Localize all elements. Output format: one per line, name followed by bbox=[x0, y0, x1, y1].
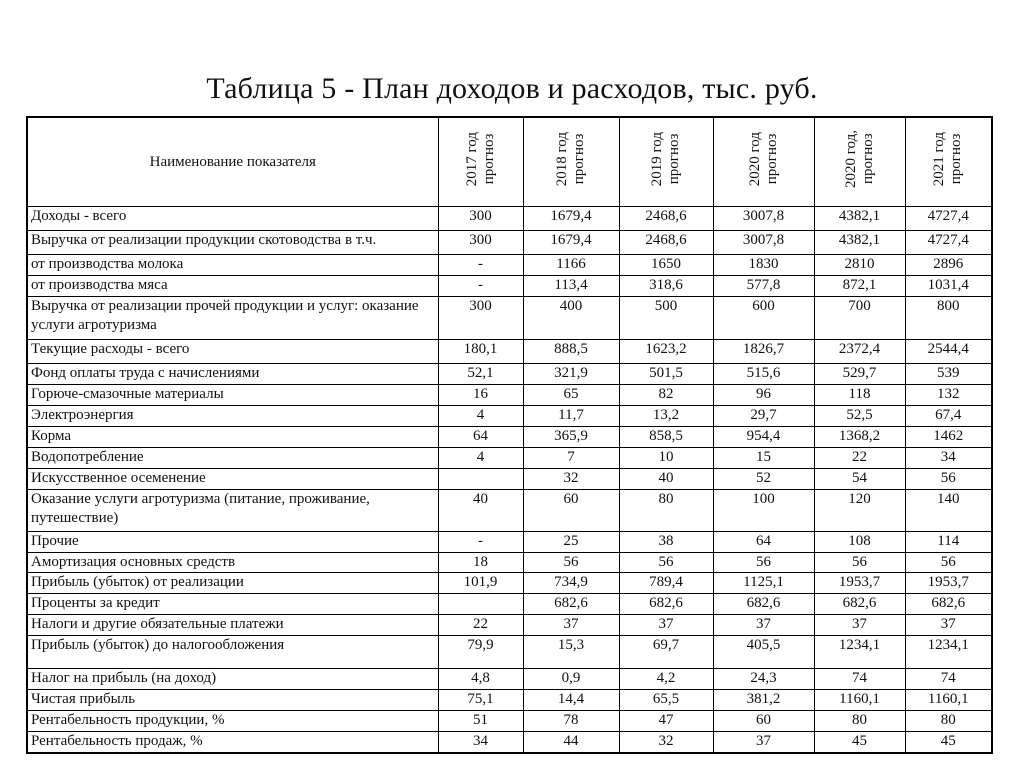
row-label: от производства молока bbox=[27, 255, 438, 276]
row-value: 1368,2 bbox=[814, 427, 905, 448]
header-year bbox=[619, 117, 713, 207]
row-value: 37 bbox=[523, 615, 619, 636]
row-value: 75,1 bbox=[438, 690, 523, 711]
row-value: 501,5 bbox=[619, 364, 713, 385]
table-row bbox=[27, 469, 992, 490]
row-value: 682,6 bbox=[814, 594, 905, 615]
row-value: 14,4 bbox=[523, 690, 619, 711]
row-label: Текущие расходы - всего bbox=[27, 340, 438, 364]
row-value: 78 bbox=[523, 711, 619, 732]
row-value: 13,2 bbox=[619, 406, 713, 427]
table-row bbox=[27, 690, 992, 711]
row-value: 500 bbox=[619, 297, 713, 340]
table-row bbox=[27, 594, 992, 615]
row-value: 25 bbox=[523, 532, 619, 553]
row-value: 954,4 bbox=[713, 427, 814, 448]
table-row bbox=[27, 207, 992, 231]
row-value: 734,9 bbox=[523, 573, 619, 594]
row-value: 2468,6 bbox=[619, 207, 713, 231]
row-value: 11,7 bbox=[523, 406, 619, 427]
row-value: 600 bbox=[713, 297, 814, 340]
row-value: 52,5 bbox=[814, 406, 905, 427]
row-value: 1679,4 bbox=[523, 207, 619, 231]
header-year bbox=[523, 117, 619, 207]
header-year bbox=[438, 117, 523, 207]
table-row bbox=[27, 732, 992, 753]
row-value: 37 bbox=[713, 732, 814, 753]
row-value: 300 bbox=[438, 297, 523, 340]
row-value: 858,5 bbox=[619, 427, 713, 448]
row-label: Электроэнергия bbox=[27, 406, 438, 427]
row-label: Чистая прибыль bbox=[27, 690, 438, 711]
row-value: 1125,1 bbox=[713, 573, 814, 594]
header-year bbox=[905, 117, 992, 207]
row-value: 80 bbox=[905, 711, 992, 732]
row-value: 22 bbox=[438, 615, 523, 636]
row-label: Фонд оплаты труда с начислениями bbox=[27, 364, 438, 385]
row-value: 872,1 bbox=[814, 276, 905, 297]
row-value: 682,6 bbox=[713, 594, 814, 615]
row-value: 74 bbox=[814, 669, 905, 690]
row-value: - bbox=[438, 255, 523, 276]
row-value: 682,6 bbox=[619, 594, 713, 615]
row-value: 3007,8 bbox=[713, 207, 814, 231]
header-year-label: 2018 год прогноз bbox=[554, 131, 587, 187]
row-value: 4382,1 bbox=[814, 231, 905, 255]
row-value: 1623,2 bbox=[619, 340, 713, 364]
row-value: 29,7 bbox=[713, 406, 814, 427]
header-indicator-name: Наименование показателя bbox=[27, 117, 438, 207]
row-value: 24,3 bbox=[713, 669, 814, 690]
row-value: 108 bbox=[814, 532, 905, 553]
row-value: 38 bbox=[619, 532, 713, 553]
header-year-label: 2019 год прогноз bbox=[649, 131, 682, 187]
row-value: 132 bbox=[905, 385, 992, 406]
row-value: 54 bbox=[814, 469, 905, 490]
table-row bbox=[27, 406, 992, 427]
header-year-label: 2017 год прогноз bbox=[463, 131, 497, 187]
row-value: 51 bbox=[438, 711, 523, 732]
row-value: 381,2 bbox=[713, 690, 814, 711]
row-value: 37 bbox=[713, 615, 814, 636]
table-row bbox=[27, 490, 992, 532]
row-label: Корма bbox=[27, 427, 438, 448]
row-value: 1462 bbox=[905, 427, 992, 448]
table-row bbox=[27, 532, 992, 553]
row-label: Рентабельность продаж, % bbox=[27, 732, 438, 753]
row-value: 1160,1 bbox=[905, 690, 992, 711]
row-value: 69,7 bbox=[619, 636, 713, 669]
row-value: 44 bbox=[523, 732, 619, 753]
table-row bbox=[27, 636, 992, 669]
row-value: 800 bbox=[905, 297, 992, 340]
row-value: 65,5 bbox=[619, 690, 713, 711]
row-value: 56 bbox=[619, 553, 713, 573]
row-label: Искусственное осеменение bbox=[27, 469, 438, 490]
row-value: 15 bbox=[713, 448, 814, 469]
row-value: 67,4 bbox=[905, 406, 992, 427]
row-value: 114 bbox=[905, 532, 992, 553]
table-row bbox=[27, 385, 992, 406]
row-label: от производства мяса bbox=[27, 276, 438, 297]
row-label: Амортизация основных средств bbox=[27, 553, 438, 573]
row-value: 888,5 bbox=[523, 340, 619, 364]
row-value: 18 bbox=[438, 553, 523, 573]
header-year bbox=[713, 117, 814, 207]
table-row bbox=[27, 553, 992, 573]
row-label: Налог на прибыль (на доход) bbox=[27, 669, 438, 690]
row-label: Налоги и другие обязательные платежи bbox=[27, 615, 438, 636]
row-value: 0,9 bbox=[523, 669, 619, 690]
row-value: 789,4 bbox=[619, 573, 713, 594]
header-year-label: 2021 год прогноз bbox=[931, 131, 965, 187]
row-value: 52,1 bbox=[438, 364, 523, 385]
row-value: 64 bbox=[438, 427, 523, 448]
row-value: 321,9 bbox=[523, 364, 619, 385]
row-value: 74 bbox=[905, 669, 992, 690]
row-value: 80 bbox=[619, 490, 713, 532]
row-value: 2372,4 bbox=[814, 340, 905, 364]
row-value: 539 bbox=[905, 364, 992, 385]
row-value: 64 bbox=[713, 532, 814, 553]
row-value: 140 bbox=[905, 490, 992, 532]
table-row bbox=[27, 231, 992, 255]
table-row bbox=[27, 364, 992, 385]
row-label: Выручка от реализации прочей продукции и услуг: оказание услуги агротуризма bbox=[27, 297, 438, 340]
row-value: 79,9 bbox=[438, 636, 523, 669]
row-value: 1160,1 bbox=[814, 690, 905, 711]
row-value: 682,6 bbox=[523, 594, 619, 615]
row-label: Оказание услуги агротуризма (питание, проживание, путешествие) bbox=[27, 490, 438, 532]
row-value: 37 bbox=[905, 615, 992, 636]
row-value: 100 bbox=[713, 490, 814, 532]
row-value: 65 bbox=[523, 385, 619, 406]
row-value: 1679,4 bbox=[523, 231, 619, 255]
row-value: 34 bbox=[438, 732, 523, 753]
row-value: 113,4 bbox=[523, 276, 619, 297]
table-row bbox=[27, 573, 992, 594]
row-value: 2810 bbox=[814, 255, 905, 276]
row-value: 60 bbox=[523, 490, 619, 532]
row-value: 4382,1 bbox=[814, 207, 905, 231]
row-value: 32 bbox=[523, 469, 619, 490]
row-value: 1953,7 bbox=[905, 573, 992, 594]
row-value: 365,9 bbox=[523, 427, 619, 448]
row-value: 515,6 bbox=[713, 364, 814, 385]
row-value: 577,8 bbox=[713, 276, 814, 297]
row-value: 4727,4 bbox=[905, 231, 992, 255]
table-row bbox=[27, 669, 992, 690]
table-row bbox=[27, 340, 992, 364]
row-value: 118 bbox=[814, 385, 905, 406]
table-body bbox=[27, 207, 992, 753]
row-value: 3007,8 bbox=[713, 231, 814, 255]
row-value: 682,6 bbox=[905, 594, 992, 615]
row-value: 2468,6 bbox=[619, 231, 713, 255]
header-year-label: 2020 год, прогноз bbox=[842, 130, 876, 188]
row-label: Выручка от реализации продукции скотоводства в т.ч. bbox=[27, 231, 438, 255]
row-value: 529,7 bbox=[814, 364, 905, 385]
row-value: 56 bbox=[713, 553, 814, 573]
row-label: Проценты за кредит bbox=[27, 594, 438, 615]
row-value bbox=[438, 469, 523, 490]
header-row bbox=[27, 117, 992, 207]
row-value: 15,3 bbox=[523, 636, 619, 669]
row-value: 56 bbox=[523, 553, 619, 573]
row-value: 2544,4 bbox=[905, 340, 992, 364]
row-value: 7 bbox=[523, 448, 619, 469]
table-title: Таблица 5 - План доходов и расходов, тыс. руб. bbox=[206, 72, 818, 105]
row-value: 60 bbox=[713, 711, 814, 732]
row-value: 4 bbox=[438, 406, 523, 427]
header-year-label: 2020 год прогноз bbox=[746, 131, 780, 187]
row-value: 40 bbox=[619, 469, 713, 490]
income-expense-table bbox=[26, 116, 993, 754]
row-value: 1234,1 bbox=[905, 636, 992, 669]
row-value: 45 bbox=[814, 732, 905, 753]
table-row bbox=[27, 255, 992, 276]
row-value: 101,9 bbox=[438, 573, 523, 594]
row-value: 318,6 bbox=[619, 276, 713, 297]
row-value: 400 bbox=[523, 297, 619, 340]
row-value: 300 bbox=[438, 207, 523, 231]
row-value: 47 bbox=[619, 711, 713, 732]
row-value: 56 bbox=[905, 469, 992, 490]
row-value: 120 bbox=[814, 490, 905, 532]
table-row bbox=[27, 448, 992, 469]
row-value: 10 bbox=[619, 448, 713, 469]
row-value: 34 bbox=[905, 448, 992, 469]
row-value: 1031,4 bbox=[905, 276, 992, 297]
row-value bbox=[438, 594, 523, 615]
row-value: 80 bbox=[814, 711, 905, 732]
row-value: 180,1 bbox=[438, 340, 523, 364]
table-row bbox=[27, 711, 992, 732]
row-label: Рентабельность продукции, % bbox=[27, 711, 438, 732]
row-value: 2896 bbox=[905, 255, 992, 276]
row-label: Горюче-смазочные материалы bbox=[27, 385, 438, 406]
row-value: 16 bbox=[438, 385, 523, 406]
row-value: 1953,7 bbox=[814, 573, 905, 594]
row-value: 1650 bbox=[619, 255, 713, 276]
row-value: 405,5 bbox=[713, 636, 814, 669]
table-row bbox=[27, 276, 992, 297]
row-value: 56 bbox=[814, 553, 905, 573]
table-row bbox=[27, 297, 992, 340]
header-year bbox=[814, 117, 905, 207]
row-label: Прибыль (убыток) до налогообложения bbox=[27, 636, 438, 669]
row-value: 52 bbox=[713, 469, 814, 490]
row-value: 56 bbox=[905, 553, 992, 573]
row-value: 300 bbox=[438, 231, 523, 255]
row-value: 700 bbox=[814, 297, 905, 340]
row-label: Прочие bbox=[27, 532, 438, 553]
row-value: - bbox=[438, 276, 523, 297]
row-value: 4,8 bbox=[438, 669, 523, 690]
row-label: Доходы - всего bbox=[27, 207, 438, 231]
row-value: 32 bbox=[619, 732, 713, 753]
row-label: Водопотребление bbox=[27, 448, 438, 469]
row-value: 82 bbox=[619, 385, 713, 406]
table-row bbox=[27, 427, 992, 448]
row-value: 45 bbox=[905, 732, 992, 753]
row-value: 37 bbox=[619, 615, 713, 636]
row-value: 1166 bbox=[523, 255, 619, 276]
row-value: - bbox=[438, 532, 523, 553]
row-value: 4727,4 bbox=[905, 207, 992, 231]
row-value: 40 bbox=[438, 490, 523, 532]
row-value: 37 bbox=[814, 615, 905, 636]
row-value: 1830 bbox=[713, 255, 814, 276]
row-label: Прибыль (убыток) от реализации bbox=[27, 573, 438, 594]
row-value: 1826,7 bbox=[713, 340, 814, 364]
row-value: 4,2 bbox=[619, 669, 713, 690]
table-row bbox=[27, 615, 992, 636]
row-value: 4 bbox=[438, 448, 523, 469]
row-value: 22 bbox=[814, 448, 905, 469]
row-value: 1234,1 bbox=[814, 636, 905, 669]
row-value: 96 bbox=[713, 385, 814, 406]
